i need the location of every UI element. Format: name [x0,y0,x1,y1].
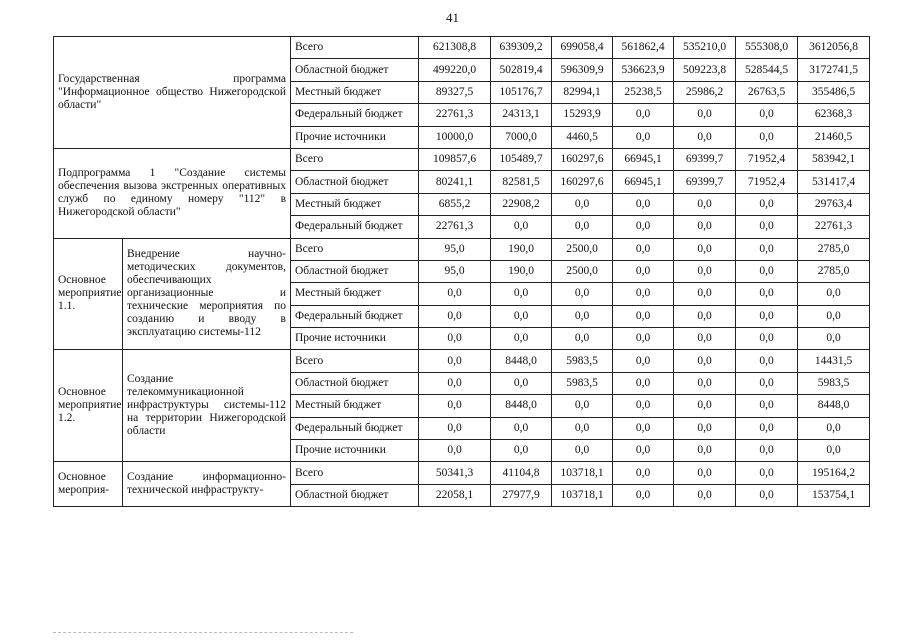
funding-source: Всего [291,148,419,170]
funding-source: Областной бюджет [291,59,419,81]
value-cell: 0,0 [736,395,798,417]
funding-source: Местный бюджет [291,193,419,215]
total-value-cell: 29763,4 [798,193,870,215]
total-value-cell: 0,0 [798,328,870,350]
value-cell: 555308,0 [736,37,798,59]
value-cell: 0,0 [736,283,798,305]
value-cell: 0,0 [613,328,674,350]
value-cell: 0,0 [552,395,613,417]
value-cell: 0,0 [491,372,552,394]
measure-title: Внедрение научно-методических документов, обеспечивающих организационные и технические мероприятия по созданию и вводу в эксплуатацию системы-112 [123,238,291,350]
value-cell: 109857,6 [419,148,491,170]
total-value-cell: 195164,2 [798,462,870,484]
value-cell: 2500,0 [552,238,613,260]
value-cell: 561862,4 [613,37,674,59]
value-cell: 0,0 [419,395,491,417]
program-title: Подпрограмма 1 "Создание системы обеспечения вызова экстренных оперативных служб по единому номеру "112" в Нижегородской области" [54,148,291,238]
value-cell: 103718,1 [552,462,613,484]
total-value-cell: 0,0 [798,417,870,439]
value-cell: 0,0 [736,350,798,372]
value-cell: 0,0 [613,462,674,484]
value-cell: 160297,6 [552,171,613,193]
measure-code: Основное мероприятие 1.2. [54,350,123,462]
value-cell: 71952,4 [736,148,798,170]
value-cell: 699058,4 [552,37,613,59]
value-cell: 7000,0 [491,126,552,148]
value-cell: 82581,5 [491,171,552,193]
value-cell: 0,0 [491,417,552,439]
value-cell: 22908,2 [491,193,552,215]
value-cell: 0,0 [674,372,736,394]
total-value-cell: 3172741,5 [798,59,870,81]
page-number: 41 [446,10,459,25]
value-cell: 0,0 [419,283,491,305]
budget-table-body [54,37,870,507]
value-cell: 0,0 [674,193,736,215]
value-cell: 0,0 [674,283,736,305]
value-cell: 22761,3 [419,216,491,238]
value-cell: 26763,5 [736,81,798,103]
total-value-cell: 583942,1 [798,148,870,170]
value-cell: 0,0 [613,372,674,394]
value-cell: 10000,0 [419,126,491,148]
total-value-cell: 21460,5 [798,126,870,148]
value-cell: 0,0 [736,104,798,126]
value-cell: 5983,5 [552,350,613,372]
total-value-cell: 355486,5 [798,81,870,103]
funding-source: Федеральный бюджет [291,104,419,126]
value-cell: 5983,5 [552,372,613,394]
value-cell: 0,0 [491,305,552,327]
value-cell: 50341,3 [419,462,491,484]
value-cell: 71952,4 [736,171,798,193]
value-cell: 8448,0 [491,350,552,372]
value-cell: 0,0 [736,126,798,148]
program-title: Государственная программа "Информационное общество Нижегородской области" [54,37,291,149]
value-cell: 536623,9 [613,59,674,81]
value-cell: 0,0 [674,350,736,372]
value-cell: 0,0 [613,350,674,372]
value-cell: 0,0 [613,238,674,260]
value-cell: 0,0 [613,126,674,148]
value-cell: 0,0 [491,328,552,350]
value-cell: 41104,8 [491,462,552,484]
measure-title: Создание телекоммуникационной инфраструктуры системы-112 на территории Нижегородской области [123,350,291,462]
total-value-cell: 62368,3 [798,104,870,126]
value-cell: 22761,3 [419,104,491,126]
value-cell: 0,0 [552,283,613,305]
value-cell: 0,0 [419,372,491,394]
value-cell: 80241,1 [419,171,491,193]
value-cell: 0,0 [613,484,674,506]
value-cell: 502819,4 [491,59,552,81]
value-cell: 0,0 [613,440,674,462]
total-value-cell: 5983,5 [798,372,870,394]
measure-code: Основное мероприятие 1.1. [54,238,123,350]
total-value-cell: 8448,0 [798,395,870,417]
value-cell: 0,0 [674,238,736,260]
value-cell: 0,0 [736,305,798,327]
funding-source: Федеральный бюджет [291,417,419,439]
value-cell: 105176,7 [491,81,552,103]
funding-source: Всего [291,350,419,372]
value-cell: 0,0 [674,260,736,282]
value-cell: 0,0 [552,328,613,350]
total-value-cell: 0,0 [798,283,870,305]
value-cell: 95,0 [419,238,491,260]
value-cell: 25238,5 [613,81,674,103]
value-cell: 22058,1 [419,484,491,506]
funding-source: Прочие источники [291,126,419,148]
value-cell: 69399,7 [674,148,736,170]
table-row [54,238,870,260]
value-cell: 190,0 [491,260,552,282]
value-cell: 0,0 [613,104,674,126]
value-cell: 0,0 [674,440,736,462]
funding-source: Всего [291,238,419,260]
value-cell: 0,0 [736,193,798,215]
value-cell: 0,0 [552,440,613,462]
total-value-cell: 3612056,8 [798,37,870,59]
funding-source: Всего [291,462,419,484]
value-cell: 596309,9 [552,59,613,81]
total-value-cell: 14431,5 [798,350,870,372]
footer-scan-marks [53,632,353,634]
total-value-cell: 2785,0 [798,238,870,260]
value-cell: 69399,7 [674,171,736,193]
value-cell: 15293,9 [552,104,613,126]
value-cell: 24313,1 [491,104,552,126]
value-cell: 8448,0 [491,395,552,417]
funding-source: Федеральный бюджет [291,305,419,327]
value-cell: 160297,6 [552,148,613,170]
value-cell: 0,0 [613,417,674,439]
total-value-cell: 2785,0 [798,260,870,282]
table-row [54,350,870,372]
value-cell: 0,0 [419,417,491,439]
value-cell: 89327,5 [419,81,491,103]
value-cell: 621308,8 [419,37,491,59]
value-cell: 0,0 [674,216,736,238]
total-value-cell: 22761,3 [798,216,870,238]
value-cell: 66945,1 [613,171,674,193]
value-cell: 0,0 [674,305,736,327]
value-cell: 25986,2 [674,81,736,103]
total-value-cell: 0,0 [798,305,870,327]
value-cell: 0,0 [491,216,552,238]
value-cell: 509223,8 [674,59,736,81]
funding-source: Всего [291,37,419,59]
value-cell: 528544,5 [736,59,798,81]
value-cell: 2500,0 [552,260,613,282]
value-cell: 0,0 [419,328,491,350]
value-cell: 27977,9 [491,484,552,506]
measure-code: Основное мероприя- [54,462,123,507]
value-cell: 0,0 [419,440,491,462]
funding-source: Федеральный бюджет [291,216,419,238]
budget-table [53,36,870,507]
value-cell: 0,0 [736,440,798,462]
value-cell: 535210,0 [674,37,736,59]
table-row [54,148,870,170]
value-cell: 0,0 [613,395,674,417]
value-cell: 4460,5 [552,126,613,148]
funding-source: Местный бюджет [291,395,419,417]
value-cell: 0,0 [736,260,798,282]
value-cell: 0,0 [736,417,798,439]
value-cell: 0,0 [552,305,613,327]
value-cell: 0,0 [674,462,736,484]
value-cell: 639309,2 [491,37,552,59]
funding-source: Местный бюджет [291,283,419,305]
value-cell: 499220,0 [419,59,491,81]
value-cell: 0,0 [674,328,736,350]
total-value-cell: 531417,4 [798,171,870,193]
funding-source: Прочие источники [291,328,419,350]
funding-source: Областной бюджет [291,484,419,506]
value-cell: 0,0 [736,462,798,484]
value-cell: 0,0 [736,372,798,394]
value-cell: 0,0 [736,484,798,506]
value-cell: 0,0 [736,328,798,350]
value-cell: 0,0 [613,216,674,238]
value-cell: 0,0 [419,305,491,327]
value-cell: 0,0 [613,283,674,305]
value-cell: 0,0 [491,440,552,462]
funding-source: Областной бюджет [291,372,419,394]
funding-source: Местный бюджет [291,81,419,103]
value-cell: 0,0 [552,193,613,215]
value-cell: 190,0 [491,238,552,260]
value-cell: 0,0 [674,104,736,126]
value-cell: 0,0 [491,283,552,305]
value-cell: 0,0 [674,126,736,148]
value-cell: 0,0 [552,417,613,439]
table-row [54,462,870,484]
value-cell: 95,0 [419,260,491,282]
value-cell: 82994,1 [552,81,613,103]
value-cell: 0,0 [613,260,674,282]
value-cell: 6855,2 [419,193,491,215]
value-cell: 0,0 [674,395,736,417]
funding-source: Областной бюджет [291,171,419,193]
value-cell: 0,0 [613,193,674,215]
value-cell: 0,0 [674,484,736,506]
value-cell: 0,0 [552,216,613,238]
value-cell: 0,0 [736,216,798,238]
value-cell: 105489,7 [491,148,552,170]
table-row [54,37,870,59]
measure-title: Создание информационно-технической инфраструкту- [123,462,291,507]
value-cell: 0,0 [674,417,736,439]
value-cell: 103718,1 [552,484,613,506]
value-cell: 66945,1 [613,148,674,170]
funding-source: Областной бюджет [291,260,419,282]
total-value-cell: 0,0 [798,440,870,462]
value-cell: 0,0 [736,238,798,260]
value-cell: 0,0 [419,350,491,372]
funding-source: Прочие источники [291,440,419,462]
total-value-cell: 153754,1 [798,484,870,506]
value-cell: 0,0 [613,305,674,327]
